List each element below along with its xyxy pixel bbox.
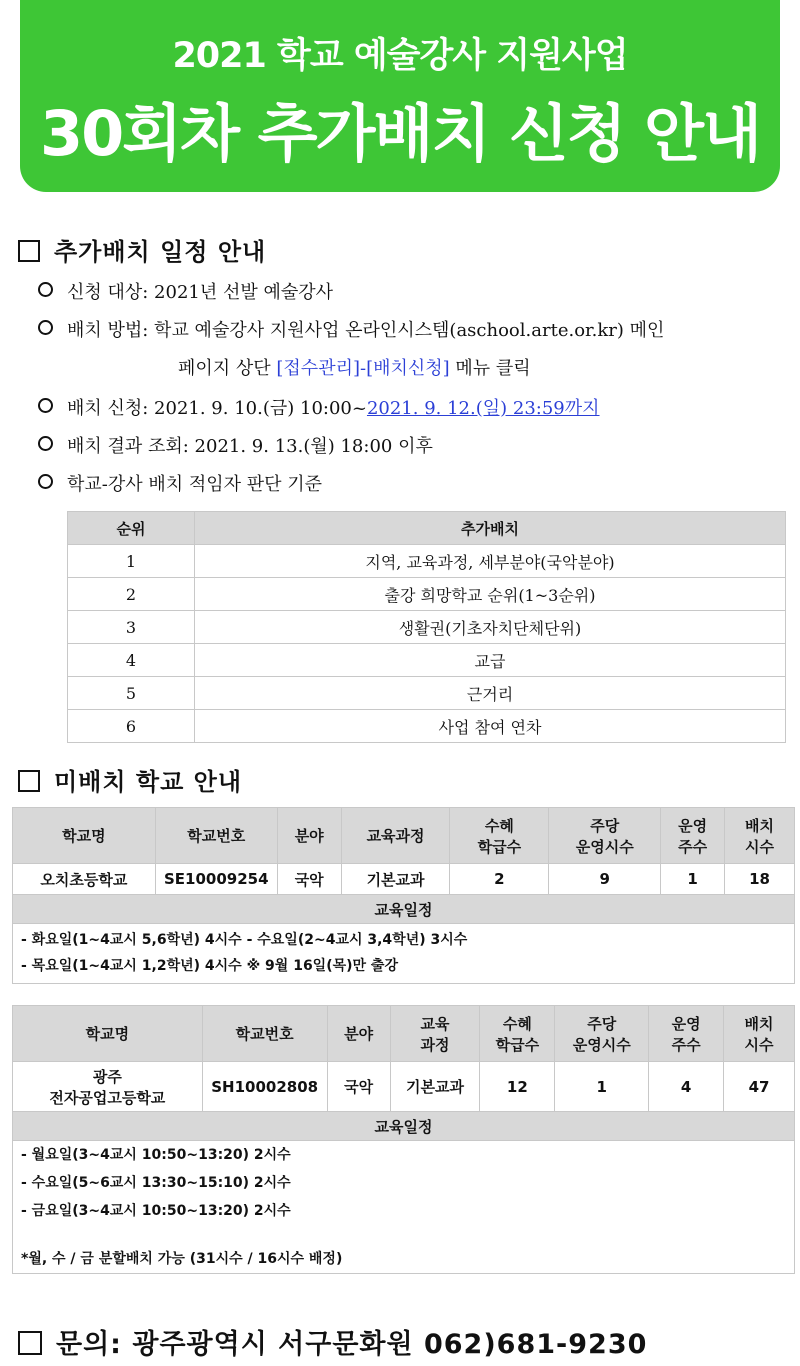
header-weeks — [649, 1006, 724, 1062]
weekly-hours-value: 9 — [549, 864, 661, 895]
school2-header-row — [13, 1006, 795, 1062]
school1-schedule-text — [13, 924, 795, 984]
header-hours-2: 시수 — [744, 1035, 774, 1054]
result-text: 배치 결과 조회: 2021. 9. 13.(월) 18:00 이후 — [67, 436, 433, 457]
weekly-hours-value: 1 — [555, 1062, 649, 1112]
banner-title-line2: 30회차 추가배치 신청 안내 — [40, 97, 760, 170]
schedule-heading — [18, 232, 266, 267]
bullet-criteria — [38, 470, 322, 496]
header-classes — [450, 808, 549, 864]
header-weeks-2: 주수 — [678, 837, 708, 856]
bullet-apply — [38, 394, 600, 420]
field-value: 국악 — [327, 1062, 390, 1112]
header-curriculum-1: 교육 — [420, 1014, 450, 1033]
unassigned-heading — [18, 762, 242, 797]
header-weeks-1: 운영 — [671, 1014, 701, 1033]
assigned-hours-value: 47 — [724, 1062, 795, 1112]
bullet-method — [38, 316, 664, 342]
square-bullet-icon — [18, 1331, 42, 1355]
criteria-text: 학교-강사 배치 적임자 판단 기준 — [67, 474, 323, 495]
circle-bullet-icon — [38, 436, 53, 451]
square-bullet-icon — [18, 770, 40, 792]
table-row — [68, 578, 786, 611]
contact-line — [18, 1322, 647, 1361]
classes-value: 2 — [450, 864, 549, 895]
header-classes-2: 학급수 — [495, 1035, 540, 1054]
rank-cell: 2 — [68, 578, 195, 611]
circle-bullet-icon — [38, 474, 53, 489]
criteria-cell: 교급 — [195, 644, 786, 677]
school-code: SH10002808 — [202, 1062, 327, 1112]
schedule-line: - 목요일(1~4교시 1,2학년) 4시수 ※ 9월 16일(목)만 출강 — [21, 958, 398, 974]
header-hours-2: 시수 — [745, 837, 775, 856]
rank-cell: 5 — [68, 677, 195, 710]
target-text: 신청 대상: 2021년 선발 예술강사 — [67, 282, 334, 303]
header-weekly-hours — [549, 808, 661, 864]
school1-value-row — [13, 864, 795, 895]
rank-cell: 3 — [68, 611, 195, 644]
method-text: 배치 방법: 학교 예술강사 지원사업 온라인시스템(aschool.arte.or.kr) 메인 — [67, 320, 665, 341]
school1-table — [12, 807, 795, 984]
curriculum-value: 기본교과 — [341, 864, 450, 895]
schedule-line: - 월요일(3~4교시 10:50~13:20) 2시수 — [21, 1147, 291, 1163]
schedule-line: - 화요일(1~4교시 5,6학년) 4시수 - 수요일(2~4교시 3,4학년) 3시수 — [21, 932, 468, 948]
header-weekly-hours — [555, 1006, 649, 1062]
header-weeks — [661, 808, 725, 864]
school2-schedule-row — [13, 1141, 795, 1274]
circle-bullet-icon — [38, 398, 53, 413]
header-hours-1: 배치 — [745, 816, 775, 835]
header-weekly-2: 운영시수 — [572, 1035, 631, 1054]
rank-cell: 4 — [68, 644, 195, 677]
header-assigned-hours — [724, 1006, 795, 1062]
header-weekly-2: 운영시수 — [575, 837, 634, 856]
circle-bullet-icon — [38, 282, 53, 297]
header-curriculum: 교육과정 — [341, 808, 450, 864]
school2-schedule-title-row — [13, 1112, 795, 1141]
schedule-heading-text: 추가배치 일정 안내 — [54, 238, 267, 266]
method-text-pre: 페이지 상단 — [178, 358, 277, 379]
weeks-value: 4 — [649, 1062, 724, 1112]
schedule-title: 교육일정 — [13, 1112, 795, 1141]
table-row — [68, 644, 786, 677]
schedule-note: *월, 수 / 금 분할배치 가능 (31시수 / 16시수 배정) — [21, 1251, 343, 1267]
school2-schedule-text — [13, 1141, 795, 1274]
square-bullet-icon — [18, 240, 40, 262]
school1-schedule-title-row — [13, 895, 795, 924]
header-field: 분야 — [277, 808, 341, 864]
title-banner — [20, 0, 780, 192]
schedule-line: - 금요일(3~4교시 10:50~13:20) 2시수 — [21, 1203, 291, 1219]
weeks-value: 1 — [661, 864, 725, 895]
bullet-target — [38, 278, 333, 304]
criteria-cell: 생활권(기초자치단체단위) — [195, 611, 786, 644]
header-weeks-2: 주수 — [671, 1035, 701, 1054]
rank-cell: 6 — [68, 710, 195, 743]
field-value: 국악 — [277, 864, 341, 895]
criteria-cell: 지역, 교육과정, 세부분야(국악분야) — [195, 545, 786, 578]
apply-period-text: 배치 신청: 2021. 9. 10.(금) 10:00~ — [67, 398, 367, 419]
header-hours-1: 배치 — [744, 1014, 774, 1033]
header-classes-2: 학급수 — [477, 837, 522, 856]
header-school-name: 학교명 — [13, 1006, 203, 1062]
banner-title-line1: 2021 학교 예술강사 지원사업 — [172, 36, 628, 76]
school2-value-row — [13, 1062, 795, 1112]
header-classes — [480, 1006, 555, 1062]
header-weekly-1: 주당 — [590, 816, 620, 835]
method-text-post: 메뉴 클릭 — [449, 358, 531, 379]
header-rank: 순위 — [68, 512, 195, 545]
assigned-hours-value: 18 — [725, 864, 795, 895]
apply-deadline-link[interactable]: 2021. 9. 12.(일) 23:59까지 — [366, 398, 600, 419]
table-row — [68, 611, 786, 644]
curriculum-value: 기본교과 — [390, 1062, 480, 1112]
table-row — [68, 545, 786, 578]
header-field: 분야 — [327, 1006, 390, 1062]
circle-bullet-icon — [38, 320, 53, 335]
schedule-title: 교육일정 — [13, 895, 795, 924]
schedule-line: - 수요일(5~6교시 13:30~15:10) 2시수 — [21, 1175, 291, 1191]
criteria-cell: 사업 참여 연차 — [195, 710, 786, 743]
criteria-cell: 근거리 — [195, 677, 786, 710]
header-curriculum — [390, 1006, 480, 1062]
priority-table — [67, 511, 786, 743]
header-classes-1: 수혜 — [502, 1014, 532, 1033]
method-menu-path: [접수관리]-[배치신청] — [276, 358, 450, 379]
rank-cell: 1 — [68, 545, 195, 578]
school-code: SE10009254 — [155, 864, 277, 895]
table-row — [68, 710, 786, 743]
school1-schedule-row — [13, 924, 795, 984]
header-school-name: 학교명 — [13, 808, 156, 864]
bullet-method-continued — [178, 354, 531, 380]
bullet-result — [38, 432, 433, 458]
classes-value: 12 — [480, 1062, 555, 1112]
contact-text: 문의: 광주광역시 서구문화원 062)681-9230 — [56, 1329, 648, 1360]
header-curriculum-2: 과정 — [420, 1035, 450, 1054]
header-weeks-1: 운영 — [678, 816, 708, 835]
school-name-2: 전자공업고등학교 — [49, 1088, 166, 1107]
header-classes-1: 수혜 — [484, 816, 514, 835]
school2-table — [12, 1005, 795, 1274]
header-assignment: 추가배치 — [195, 512, 786, 545]
header-weekly-1: 주당 — [587, 1014, 617, 1033]
school-name: 오치초등학교 — [13, 864, 156, 895]
priority-table-header — [68, 512, 786, 545]
header-school-code: 학교번호 — [155, 808, 277, 864]
school-name — [13, 1062, 203, 1112]
header-school-code: 학교번호 — [202, 1006, 327, 1062]
school1-header-row — [13, 808, 795, 864]
school-name-1: 광주 — [92, 1067, 122, 1086]
criteria-cell: 출강 희망학교 순위(1~3순위) — [195, 578, 786, 611]
table-row — [68, 677, 786, 710]
header-assigned-hours — [725, 808, 795, 864]
unassigned-heading-text: 미배치 학교 안내 — [54, 768, 242, 796]
